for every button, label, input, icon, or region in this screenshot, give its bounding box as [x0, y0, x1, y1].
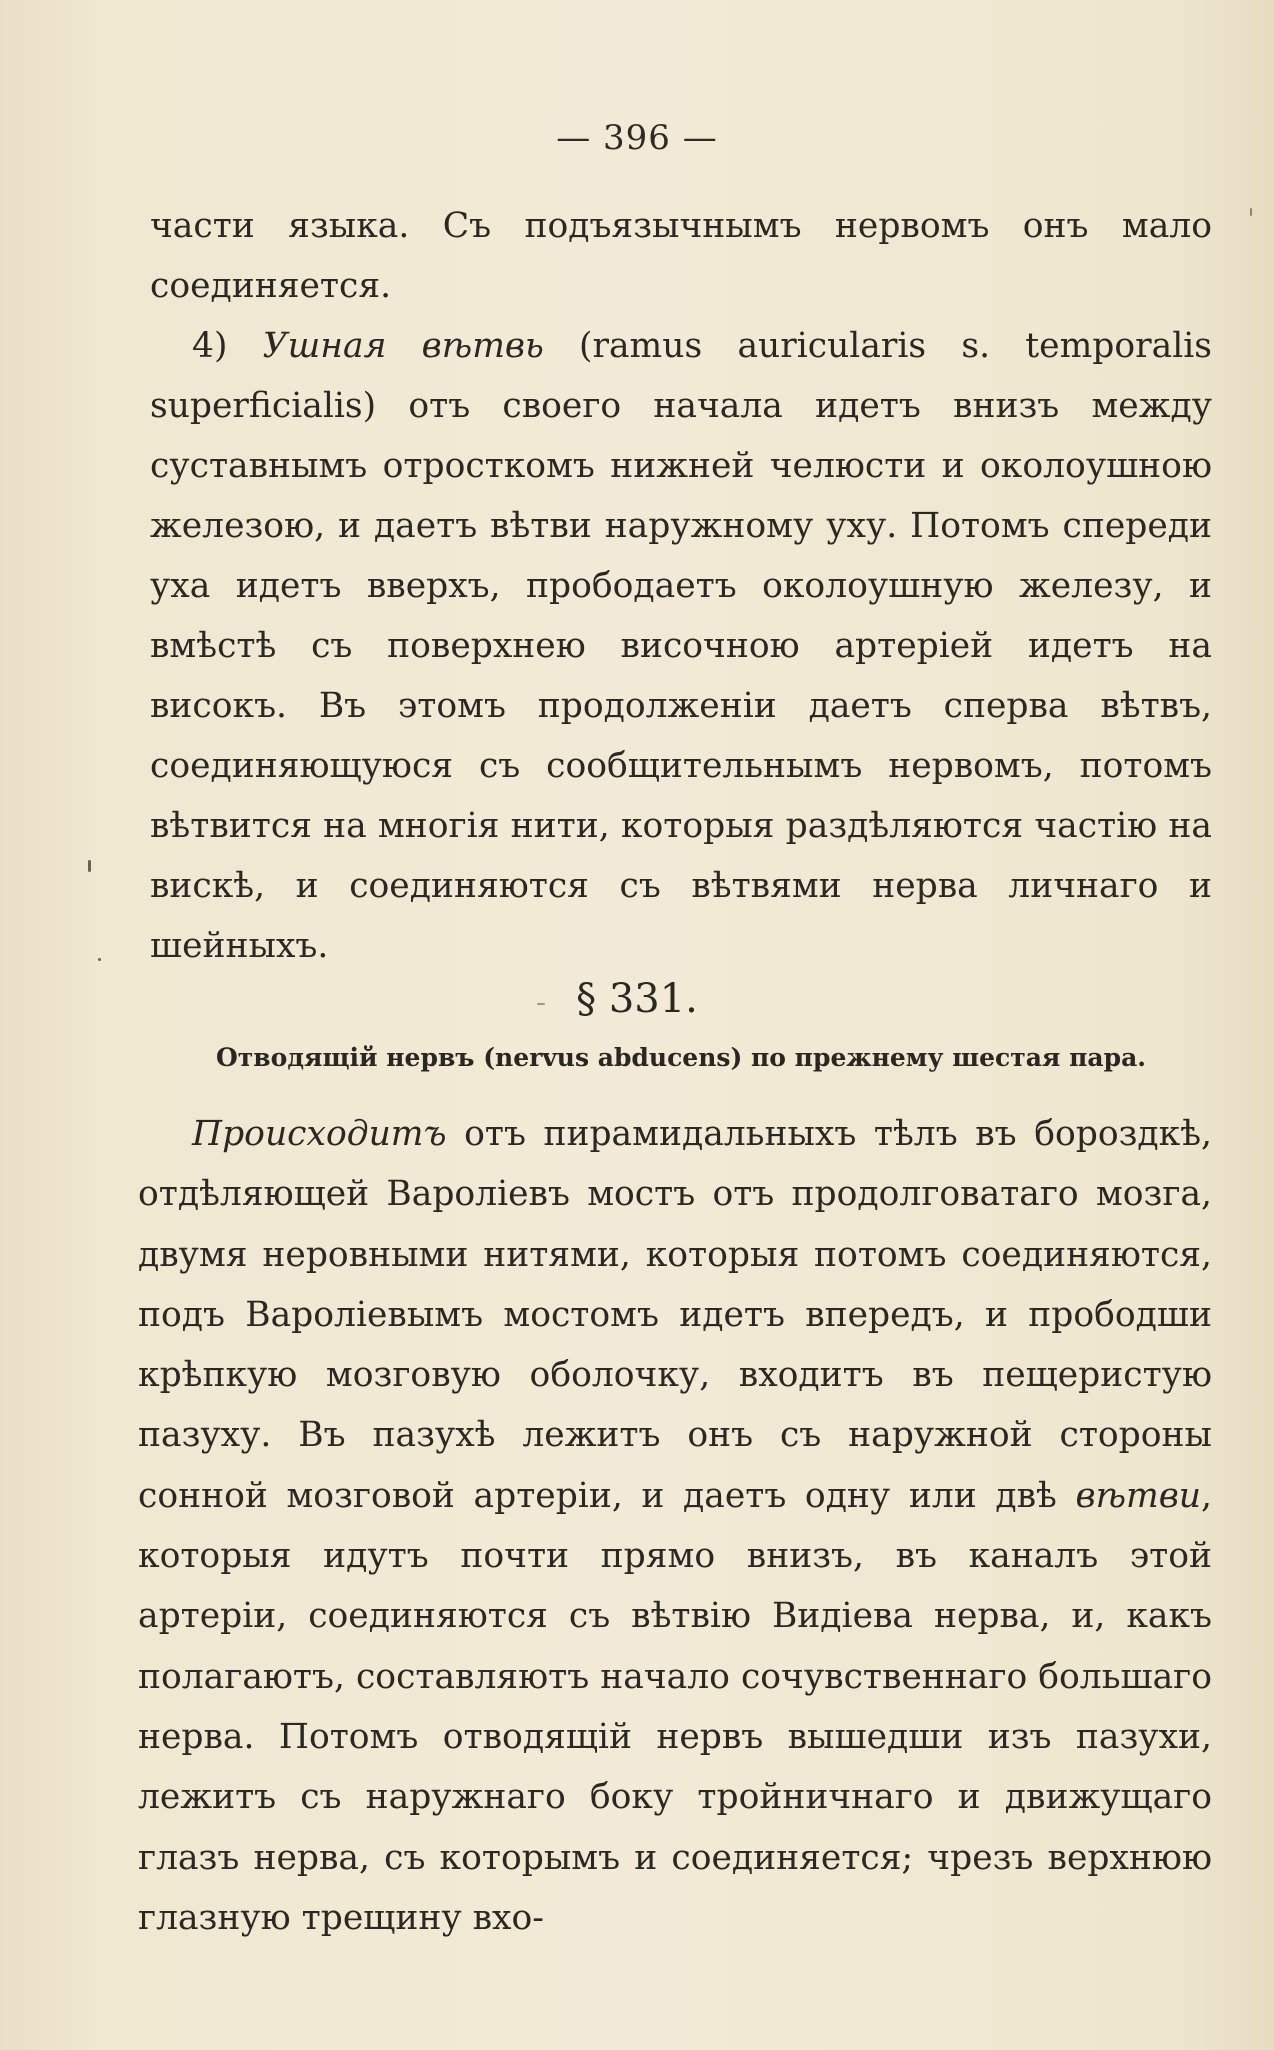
paper-speck [98, 958, 101, 961]
paragraph-auricular-branch [150, 316, 1212, 976]
paper-speck [88, 860, 91, 872]
paragraph-text: отъ пирамидальныхъ тѣлъ въ бороздкѣ, отдѣляющей Вароліевъ мостъ отъ продолговатаго мозга, двумя неровными нитями, которыя потомъ соединяются, подъ Вароліевымъ мостомъ идетъ впередъ, и прободши крѣпкую мозговую оболочку, входитъ въ пещеристую пазуху. Въ пазухѣ лежитъ онъ съ наружной стороны сонной мозговой артеріи, и даетъ одну или двѣ [138, 1114, 1212, 1516]
paper-speck [1250, 208, 1252, 216]
paragraph-abducens [138, 1104, 1212, 1948]
paragraph-text: части языка. Съ подъязычнымъ нервомъ онъ мало соединяется. [150, 206, 1212, 306]
term-italic: Происходитъ [192, 1114, 447, 1154]
paragraph-text: , которыя идутъ почти прямо внизъ, въ каналъ этой артеріи, соединяются съ вѣтвію Видіева нерва, и, какъ полагаютъ, составляютъ начало сочувственнаго большаго нерва. Потомъ отводящій нервъ вышедши изъ пазухи, лежитъ съ наружнаго боку тройничнаго и движущаго глазъ нерва, съ которымъ и соединяется; чрезъ верхнюю глазную трещину вхо- [138, 1475, 1212, 1938]
term-italic: Ушная вѣтвь [262, 326, 544, 366]
paragraph-text: (ramus auricularis s. temporalis superficialis) отъ своего начала идетъ внизъ между суставнымъ отросткомъ нижней челюсти и околоушною железою, и даетъ вѣтви наружному уху. Потомъ спереди уха идетъ вверхъ, прободаетъ околоушную железу, и вмѣстѣ съ поверхнею височною артеріей идетъ на високъ. Въ этомъ продолженіи даетъ сперва вѣтвъ, соединяющуюся съ сообщительнымъ нервомъ, потомъ вѣтвится на многія нити, которыя раздѣляются частію на вискѣ, и соединяются съ вѣтвями нерва личнаго и шейныхъ. [150, 326, 1212, 966]
section-title: Отводящій нервъ (nervus abducens) по прежнему шестая пара. [216, 1043, 1146, 1072]
item-number: 4) [192, 326, 263, 366]
paragraph-continuation [150, 196, 1212, 316]
term-italic: вѣтви [1075, 1475, 1202, 1516]
page-number: — 396 — [556, 118, 718, 158]
paper-speck [537, 1003, 545, 1005]
section-mark: § 331. [576, 976, 698, 1022]
